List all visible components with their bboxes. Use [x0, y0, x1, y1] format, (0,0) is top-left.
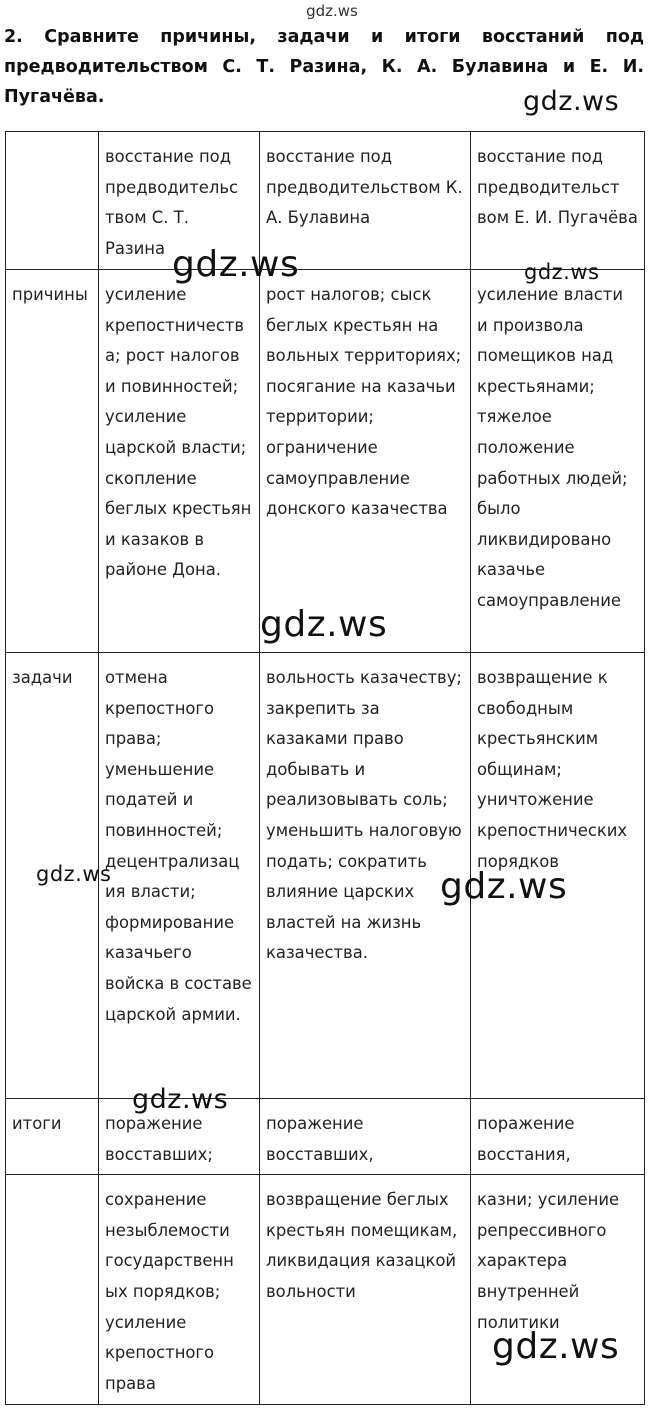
table-cell: возвращение к свободным крестьянским общинам; уничтожение крепостнических порядков: [471, 653, 645, 1099]
table-cell: поражение восставших;: [99, 1099, 260, 1175]
watermark: gdz.ws: [36, 862, 112, 886]
watermark: gdz.ws: [523, 86, 620, 117]
table-header-row: [6, 132, 645, 270]
header-cell-empty: [6, 132, 99, 270]
table-cell: поражение восставших,: [260, 1099, 471, 1175]
table-cell: вольность казачеству; закрепить за казаками право добывать и реализовывать соль; уменьшить налоговую подать; сократить влияние царских властей на жизнь казачества.: [260, 653, 471, 1099]
header-cell-bulavin: восстание под предводительством К. А. Булавина: [260, 132, 471, 270]
table-row-results-continued: [6, 1175, 645, 1405]
row-label-empty: [6, 1175, 99, 1405]
watermark: gdz.ws: [524, 260, 600, 284]
table-row-results: [6, 1099, 645, 1175]
table-cell: возвращение беглых крестьян помещикам, ликвидация казацкой вольности: [260, 1175, 471, 1405]
row-label-results: итоги: [6, 1099, 99, 1175]
top-watermark: gdz.ws: [306, 2, 358, 20]
table-cell: усиление власти и произвола помещиков над крестьянами; тяжелое положение работных людей; было ликвидировано казачье самоуправление: [471, 270, 645, 653]
watermark: gdz.ws: [492, 1326, 620, 1367]
table-cell: рост налогов; сыск беглых крестьян на вольных территориях; посягание на казачьи территории; ограничение самоуправление донского казачества: [260, 270, 471, 653]
comparison-table: [5, 131, 645, 1405]
table-cell: усиление крепостничеств а; рост налогов и повинностей; усиление царской власти; скопление беглых крестьян и казаков в районе Дона.: [99, 270, 260, 653]
watermark: gdz.ws: [440, 866, 568, 907]
table-cell: отмена крепостного права; уменьшение податей и повинностей; децентрализац ия власти; формирование казачьего войска в составе царской армии.: [99, 653, 260, 1099]
header-cell-razin: восстание под предводительс твом С. Т. Разина: [99, 132, 260, 270]
watermark: gdz.ws: [260, 604, 388, 645]
table-cell: казни; усиление репрессивного характера внутренней политики: [471, 1175, 645, 1405]
table-cell: поражение восстания,: [471, 1099, 645, 1175]
table-row-causes: [6, 270, 645, 653]
watermark: gdz.ws: [172, 244, 300, 285]
watermark: gdz.ws: [132, 1084, 229, 1115]
task-heading: 2. Сравните причины, задачи и итоги восстаний под предводительством С. Т. Разина, К. А. Булавина и Е. И. Пугачёва.: [4, 27, 644, 107]
row-label-causes: причины: [6, 270, 99, 653]
row-label-goals: задачи: [6, 653, 99, 1099]
header-cell-pugachev: восстание под предводительст вом Е. И. Пугачёва: [471, 132, 645, 270]
table-cell: сохранение незыблемости государственн ых порядков; усиление крепостного права: [99, 1175, 260, 1405]
